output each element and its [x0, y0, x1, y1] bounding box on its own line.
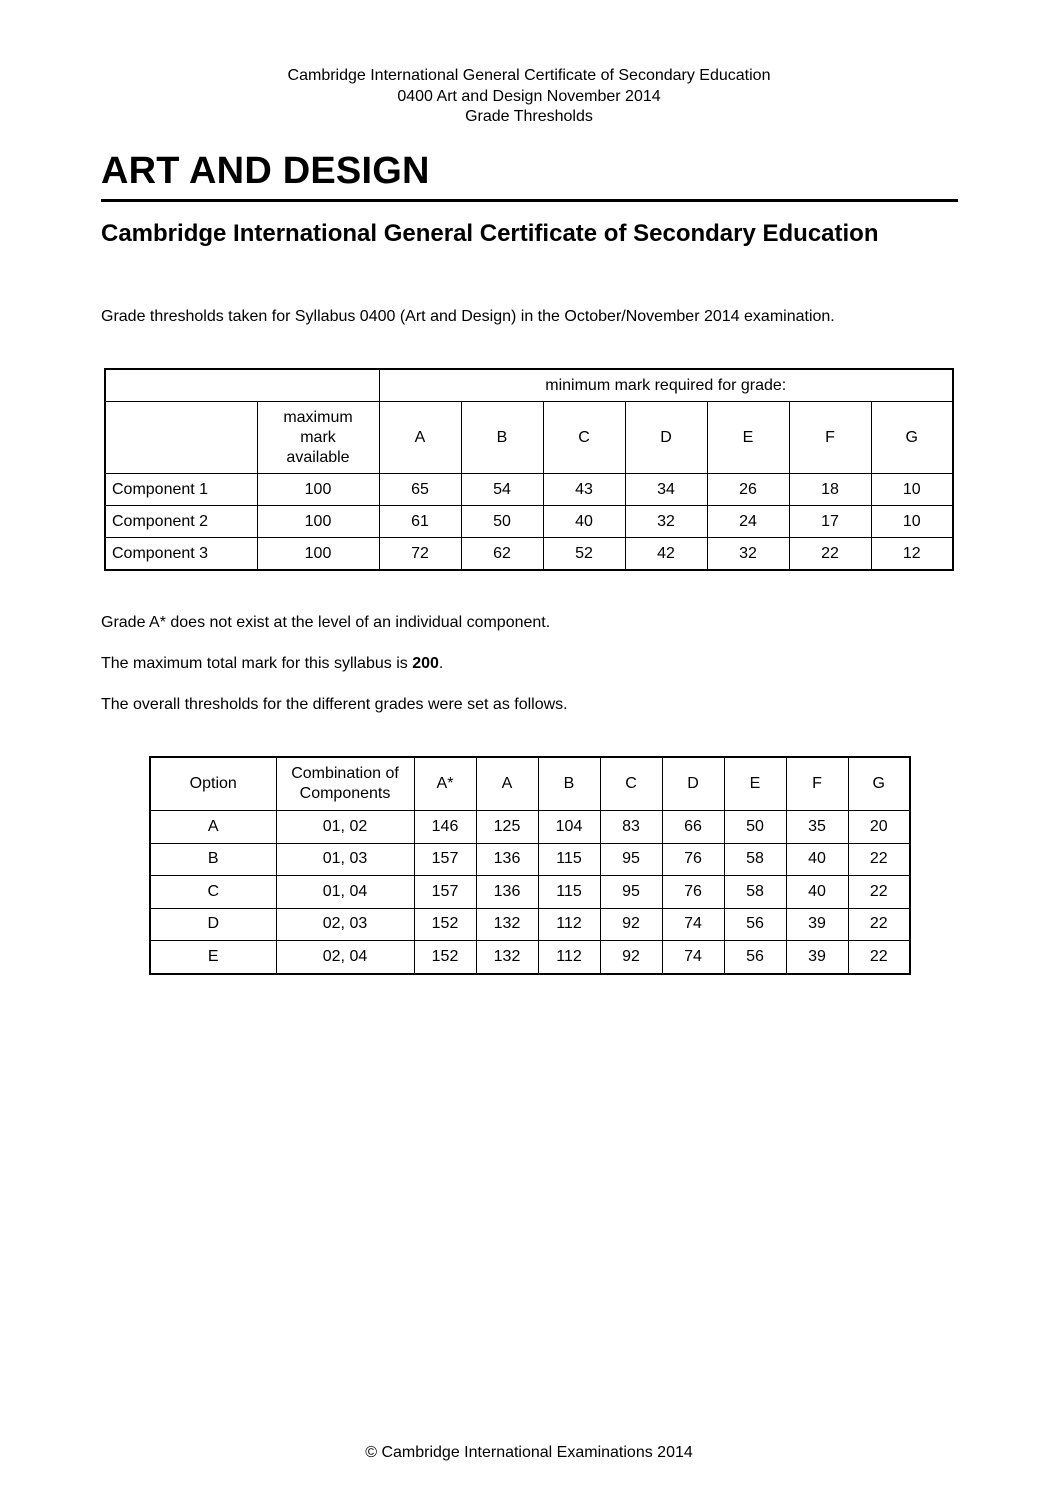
note-a-star: Grade A* does not exist at the level of an individual component.	[101, 614, 551, 631]
table-row	[105, 538, 953, 571]
mark-cell: 66	[662, 811, 724, 844]
grade-span-header: minimum mark required for grade:	[379, 369, 953, 402]
mark-cell: 32	[707, 538, 789, 571]
mark-cell: 62	[461, 538, 543, 571]
max-mark-header-line: mark	[300, 428, 336, 446]
component-thresholds-table	[104, 368, 954, 571]
grade-header: E	[707, 402, 789, 474]
table-header-row	[105, 402, 953, 474]
table-row	[150, 941, 910, 974]
component-name: Component 2	[105, 506, 257, 538]
mark-cell: 72	[379, 538, 461, 571]
mark-cell: 146	[414, 811, 476, 844]
grade-header: B	[461, 402, 543, 474]
mark-cell: 24	[707, 506, 789, 538]
max-mark-cell: 100	[257, 474, 379, 506]
page-title: ART AND DESIGN	[101, 150, 430, 192]
table-row	[150, 811, 910, 844]
mark-cell: 76	[662, 843, 724, 876]
max-total-value: 200	[412, 655, 439, 672]
mark-cell: 22	[848, 876, 910, 909]
mark-cell: 61	[379, 506, 461, 538]
table-row	[150, 843, 910, 876]
option-cell: D	[150, 908, 276, 941]
grade-header: G	[848, 757, 910, 811]
mark-cell: 54	[461, 474, 543, 506]
combination-header-line: Combination of	[291, 765, 399, 782]
grade-header: F	[786, 757, 848, 811]
title-divider	[101, 199, 958, 202]
grade-header: D	[625, 402, 707, 474]
mark-cell: 104	[538, 811, 600, 844]
mark-cell: 39	[786, 941, 848, 974]
mark-cell: 152	[414, 908, 476, 941]
mark-cell: 26	[707, 474, 789, 506]
mark-cell: 115	[538, 843, 600, 876]
grade-header: F	[789, 402, 871, 474]
mark-cell: 56	[724, 941, 786, 974]
mark-cell: 22	[789, 538, 871, 571]
table-row	[150, 876, 910, 909]
mark-cell: 22	[848, 843, 910, 876]
intro-text: Grade thresholds taken for Syllabus 0400 (Art and Design) in the October/November 2014 examination.	[101, 308, 835, 325]
combination-cell: 01, 02	[276, 811, 414, 844]
mark-cell: 136	[476, 876, 538, 909]
mark-cell: 40	[543, 506, 625, 538]
combination-cell: 01, 04	[276, 876, 414, 909]
mark-cell: 10	[871, 474, 953, 506]
table-cell-empty	[105, 402, 257, 474]
grade-header: A	[476, 757, 538, 811]
component-name: Component 1	[105, 474, 257, 506]
header-line-doc-type: Grade Thresholds	[465, 108, 593, 125]
mark-cell: 74	[662, 908, 724, 941]
mark-cell: 50	[461, 506, 543, 538]
mark-cell: 74	[662, 941, 724, 974]
max-mark-cell: 100	[257, 538, 379, 571]
mark-cell: 112	[538, 941, 600, 974]
mark-cell: 115	[538, 876, 600, 909]
mark-cell: 157	[414, 843, 476, 876]
table-row	[105, 506, 953, 538]
combination-header	[276, 757, 414, 811]
mark-cell: 39	[786, 908, 848, 941]
mark-cell: 132	[476, 941, 538, 974]
mark-cell: 112	[538, 908, 600, 941]
mark-cell: 52	[543, 538, 625, 571]
option-header: Option	[150, 757, 276, 811]
grade-header: B	[538, 757, 600, 811]
mark-cell: 92	[600, 908, 662, 941]
mark-cell: 20	[848, 811, 910, 844]
mark-cell: 10	[871, 506, 953, 538]
mark-cell: 56	[724, 908, 786, 941]
mark-cell: 42	[625, 538, 707, 571]
combination-cell: 02, 04	[276, 941, 414, 974]
mark-cell: 95	[600, 843, 662, 876]
component-name: Component 3	[105, 538, 257, 571]
grade-header: C	[600, 757, 662, 811]
note-max-total-suffix: .	[438, 655, 444, 672]
table-cell-empty	[105, 369, 379, 402]
grade-header: D	[662, 757, 724, 811]
combination-cell: 02, 03	[276, 908, 414, 941]
max-mark-header	[257, 402, 379, 474]
option-cell: E	[150, 941, 276, 974]
mark-cell: 40	[786, 876, 848, 909]
mark-cell: 83	[600, 811, 662, 844]
option-thresholds-table	[149, 756, 911, 975]
max-mark-header-line: available	[286, 448, 350, 466]
mark-cell: 50	[724, 811, 786, 844]
header-line-syllabus: 0400 Art and Design November 2014	[397, 87, 661, 105]
note-overall-thresholds: The overall thresholds for the different grades were set as follows.	[101, 696, 568, 713]
mark-cell: 40	[786, 843, 848, 876]
grade-header: E	[724, 757, 786, 811]
mark-cell: 18	[789, 474, 871, 506]
grade-header: C	[543, 402, 625, 474]
mark-cell: 136	[476, 843, 538, 876]
grade-header: A*	[414, 757, 476, 811]
mark-cell: 65	[379, 474, 461, 506]
mark-cell: 22	[848, 941, 910, 974]
mark-cell: 34	[625, 474, 707, 506]
max-mark-cell: 100	[257, 506, 379, 538]
grade-header: G	[871, 402, 953, 474]
table-header-row	[150, 757, 910, 811]
mark-cell: 12	[871, 538, 953, 571]
mark-cell: 132	[476, 908, 538, 941]
mark-cell: 58	[724, 843, 786, 876]
mark-cell: 125	[476, 811, 538, 844]
option-cell: A	[150, 811, 276, 844]
note-max-total-prefix: The maximum total mark for this syllabus is	[101, 655, 413, 672]
mark-cell: 43	[543, 474, 625, 506]
document-header	[0, 66, 1058, 128]
page-subtitle: Cambridge International General Certificate of Secondary Education	[101, 220, 879, 247]
table-header-row	[105, 369, 953, 402]
mark-cell: 76	[662, 876, 724, 909]
header-line-qualification: Cambridge International General Certificate of Secondary Education	[287, 67, 771, 84]
max-mark-header-line: maximum	[283, 408, 353, 426]
mark-cell: 95	[600, 876, 662, 909]
mark-cell: 152	[414, 941, 476, 974]
copyright-footer: © Cambridge International Examinations 2014	[365, 1444, 693, 1461]
mark-cell: 157	[414, 876, 476, 909]
note-max-total	[101, 655, 443, 673]
option-cell: C	[150, 876, 276, 909]
table-row	[105, 474, 953, 506]
mark-cell: 35	[786, 811, 848, 844]
mark-cell: 17	[789, 506, 871, 538]
mark-cell: 92	[600, 941, 662, 974]
option-cell: B	[150, 843, 276, 876]
combination-cell: 01, 03	[276, 843, 414, 876]
table-row	[150, 908, 910, 941]
combination-header-line: Components	[299, 785, 391, 802]
mark-cell: 22	[848, 908, 910, 941]
mark-cell: 58	[724, 876, 786, 909]
grade-header: A	[379, 402, 461, 474]
mark-cell: 32	[625, 506, 707, 538]
